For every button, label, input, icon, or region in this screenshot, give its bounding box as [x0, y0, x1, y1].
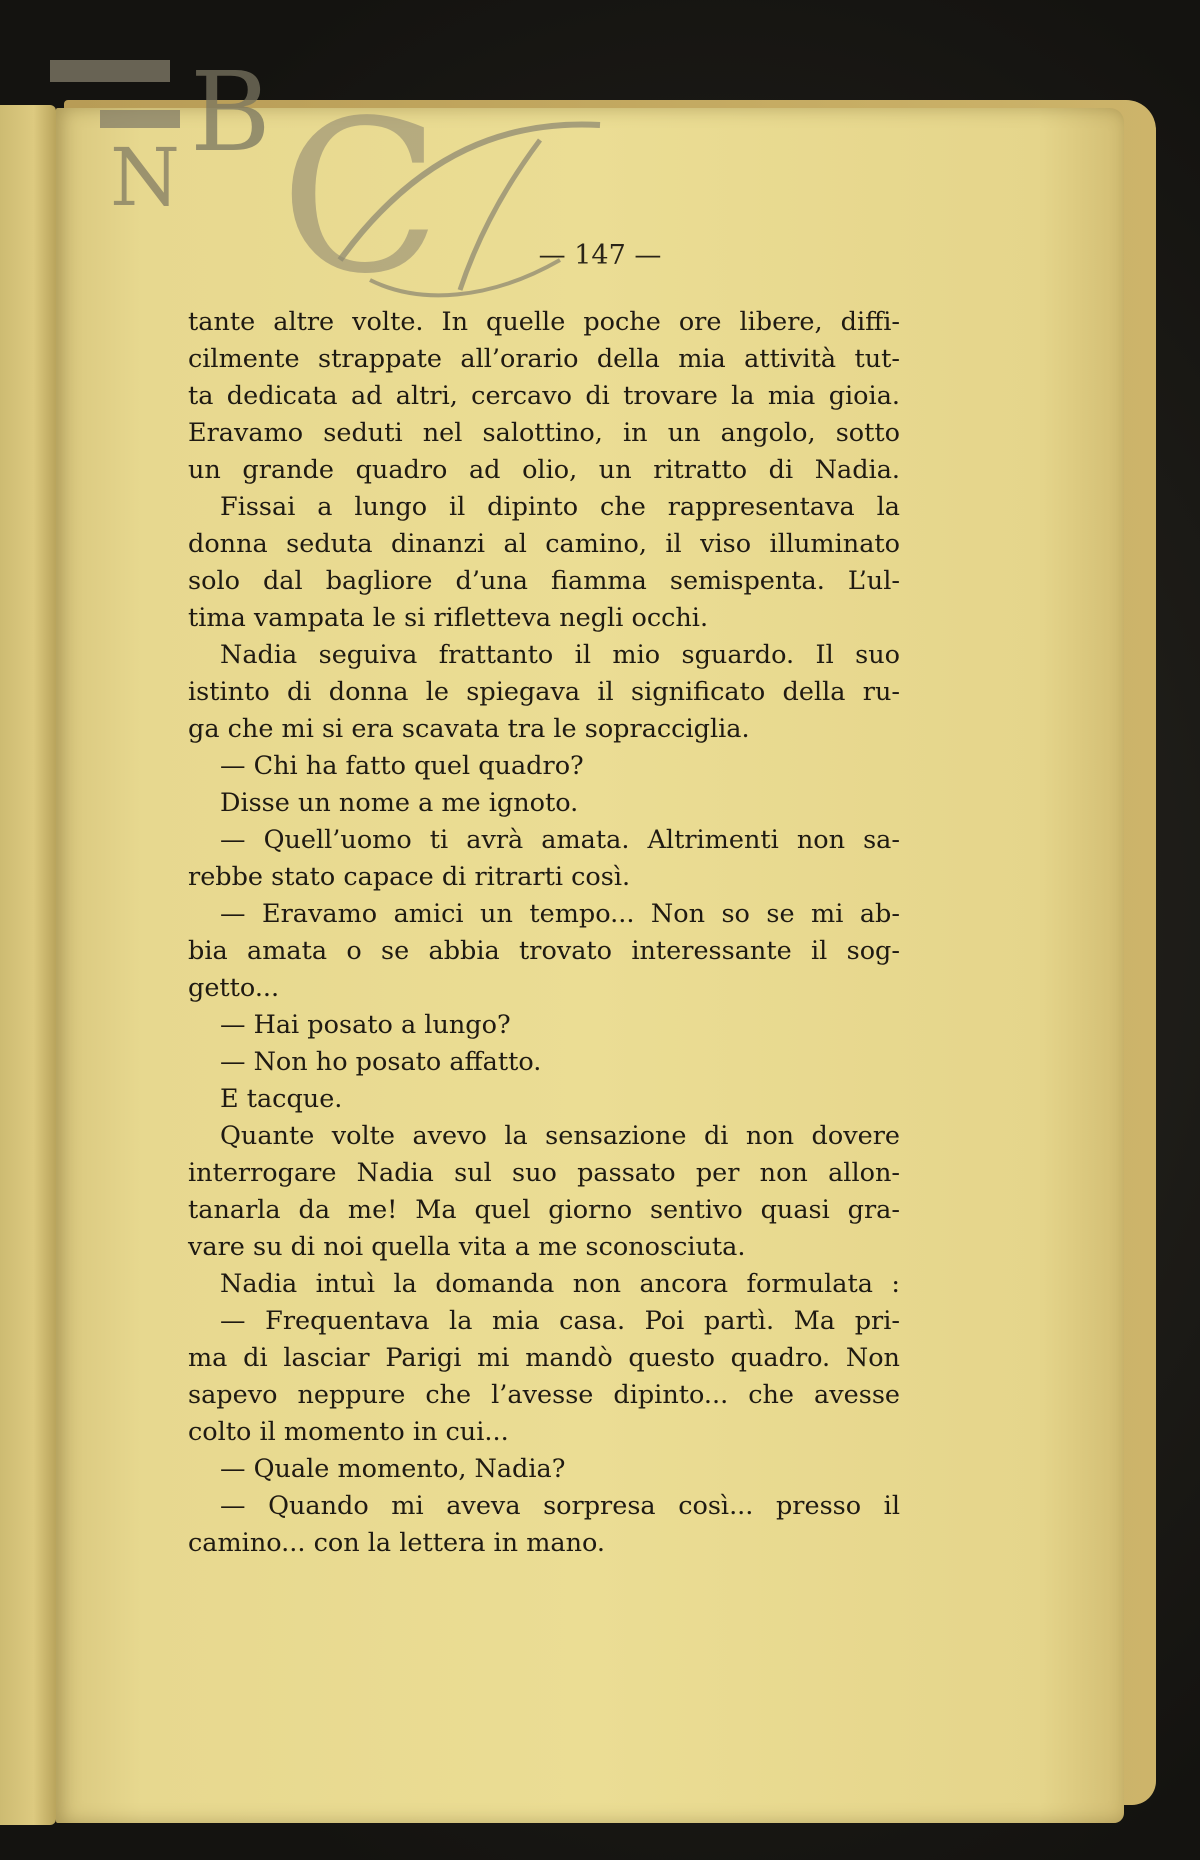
- svg-text:B: B: [190, 48, 271, 176]
- text-line: rebbe stato capace di ritrarti così.: [188, 862, 631, 892]
- text-line: tima vampata le si rifletteva negli occhi.: [188, 603, 709, 633]
- text-line: tanarla da me! Ma quel giorno sentivo quasi gra-: [188, 1195, 900, 1225]
- text-line: Eravamo seduti nel salottino, in un angolo, sotto: [188, 418, 900, 448]
- text-line: Fissai a lungo il dipinto che rappresentava la: [220, 492, 900, 522]
- text-line: vare su di noi quella vita a me sconosciuta.: [188, 1232, 746, 1262]
- left-page-edge: [0, 105, 56, 1825]
- text-line: — Non ho posato affatto.: [220, 1047, 542, 1077]
- text-line: donna seduta dinanzi al camino, il viso illuminato: [188, 529, 900, 559]
- bncf-watermark-logo: [40, 30, 720, 320]
- text-line: sapevo neppure che l’avesse dipinto... che avesse: [188, 1380, 900, 1410]
- page-number: — 147 —: [538, 240, 662, 271]
- svg-text:C: C: [280, 75, 441, 320]
- text-line: getto...: [188, 973, 280, 1003]
- text-line: — Hai posato a lungo?: [220, 1010, 511, 1040]
- text-line: E tacque.: [220, 1084, 343, 1114]
- text-line: colto il momento in cui...: [188, 1417, 509, 1447]
- text-line: — Quando mi aveva sorpresa così... presso il: [220, 1491, 900, 1521]
- text-line: camino... con la lettera in mano.: [188, 1528, 606, 1558]
- text-line: ta dedicata ad altri, cercavo di trovare la mia gioia.: [188, 381, 900, 411]
- text-line: un grande quadro ad olio, un ritratto di Nadia.: [188, 455, 900, 485]
- page-text: [188, 304, 900, 1562]
- text-line: — Eravamo amici un tempo... Non so se mi ab-: [220, 899, 900, 929]
- svg-text:N: N: [110, 131, 180, 224]
- text-line: cilmente strappate all’orario della mia attività tut-: [188, 344, 900, 374]
- text-line: Nadia intuì la domanda non ancora formulata :: [220, 1269, 900, 1299]
- text-line: solo dal bagliore d’una fiamma semispenta. L’ul-: [188, 566, 900, 596]
- text-line: Disse un nome a me ignoto.: [220, 788, 579, 818]
- text-line: Nadia seguiva frattanto il mio sguardo. Il suo: [220, 640, 900, 670]
- text-line: — Quale momento, Nadia?: [220, 1454, 566, 1484]
- text-line: bia amata o se abbia trovato interessante il sog-: [188, 936, 900, 966]
- text-line: Quante volte avevo la sensazione di non dovere: [220, 1121, 900, 1151]
- text-line: tante altre volte. In quelle poche ore libere, diffi-: [188, 307, 900, 337]
- text-line: ga che mi si era scavata tra le sopracciglia.: [188, 714, 750, 744]
- text-line: — Frequentava la mia casa. Poi partì. Ma pri-: [220, 1306, 900, 1336]
- text-line: istinto di donna le spiegava il significato della ru-: [188, 677, 900, 707]
- text-line: interrogare Nadia sul suo passato per non allon-: [188, 1158, 900, 1188]
- text-line: ma di lasciar Parigi mi mandò questo quadro. Non: [188, 1343, 900, 1373]
- text-line: — Quell’uomo ti avrà amata. Altrimenti non sa-: [220, 825, 900, 855]
- text-line: — Chi ha fatto quel quadro?: [220, 751, 584, 781]
